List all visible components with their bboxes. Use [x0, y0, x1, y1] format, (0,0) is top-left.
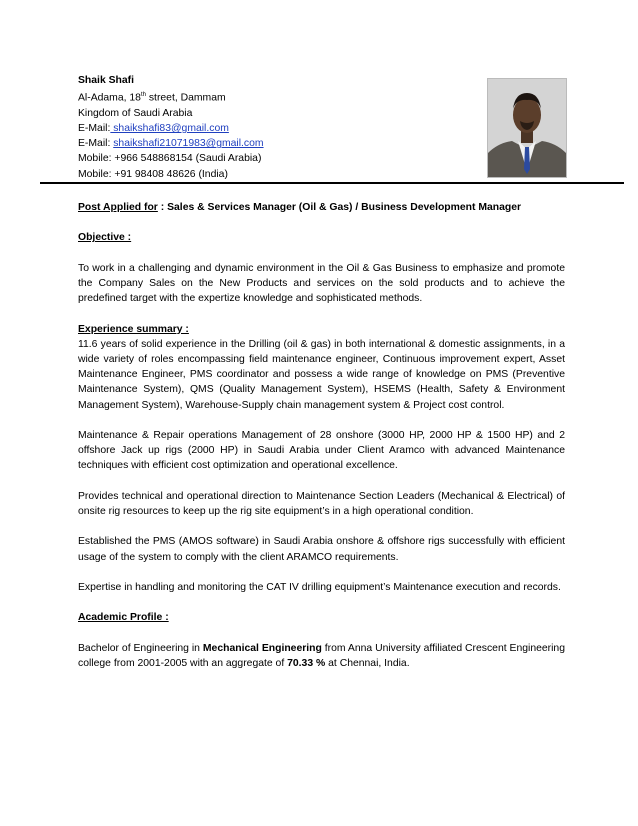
experience-paragraph-2: Maintenance & Repair operations Management of 28 onshore (3000 HP, 2000 HP & 1500 HP) and 2 offshore Jack up rigs (2000 HP) in Saudi Arabia under Client Aramco with advanced Maintenance techniques with efficient cost optimization and operational excellence. — [78, 429, 565, 472]
experience-paragraph-1: 11.6 years of solid experience in the Drilling (oil & gas) in both international & domestic assignments, in a wide variety of roles encompassing field maintenance engineer, Continuous improvement expert, Asset Maintenance Engineer, PMS coordinator and possess a wide range of knowledge on PMS (Preventive Maintenance System), QMS (Quality Management System), HSEMS (Health, Safety & Environment Management System), Warehouse-Supply chain management system & Project cost control. — [78, 338, 565, 411]
profile-photo-icon — [488, 79, 566, 177]
resume-body — [78, 200, 565, 671]
email-line-1 — [78, 121, 498, 136]
candidate-name: Shaik Shafi — [78, 75, 135, 86]
email-link-2[interactable]: shaikshafi21071983@gmail.com — [113, 138, 264, 150]
academic-mid: from Anna University affiliated Crescent Engineering college from 2001-2005 with an aggregate of — [78, 642, 565, 669]
mobile-line-2: Mobile: +91 98408 48626 (India) — [78, 168, 228, 180]
email-label-1: E-Mail: — [78, 123, 111, 135]
country-line: Kingdom of Saudi Arabia — [78, 107, 193, 119]
email-label-2: E-Mail: — [78, 138, 114, 150]
mobile-line-1: Mobile: +966 548868154 (Saudi Arabia) — [78, 153, 262, 165]
post-applied-label: Post Applied for — [78, 202, 158, 213]
objective-text: To work in a challenging and dynamic environment in the Oil & Gas Business to emphasize and promote the Company Sales on the New Products and services on the sold products and to achieve the predefined target with the expertize knowledge and sophisticated methods. — [78, 262, 565, 305]
academic-text — [78, 641, 565, 671]
address-end: street, Dammam — [145, 92, 226, 104]
post-applied-value: : Sales & Services Manager (Oil & Gas) / Business Development Manager — [157, 202, 522, 213]
profile-photo — [487, 78, 567, 178]
academic-field: Mechanical Engineering — [202, 642, 322, 654]
header-divider — [40, 182, 624, 184]
address-superscript: th — [140, 92, 146, 99]
objective-heading: Objective : — [78, 232, 132, 244]
academic-pre: Bachelor of Engineering in — [78, 642, 203, 654]
academic-heading: Academic Profile : — [78, 612, 169, 624]
experience-heading: Experience summary : — [78, 323, 189, 335]
academic-post: at Chennai, India. — [325, 657, 410, 669]
address-line — [78, 88, 498, 106]
address-start: Al-Adama, 18 — [78, 92, 141, 104]
post-applied-line — [78, 200, 565, 215]
experience-paragraph-4: Established the PMS (AMOS software) in Saudi Arabia onshore & offshore rigs successfully with efficient usage of the system to comply with the client ARAMCO requirements. — [78, 536, 565, 563]
experience-paragraph-3: Provides technical and operational direction to Maintenance Section Leaders (Mechanical & Electrical) of onsite rig resources to keep up the rig site equipment’s in a high operational condition. — [78, 490, 565, 517]
experience-paragraph-5: Expertise in handling and monitoring the CAT IV drilling equipment’s Maintenance execution and records. — [78, 581, 561, 593]
email-link-1[interactable]: shaikshafi83@gmail.com — [110, 123, 229, 135]
academic-score: 70.33 % — [287, 657, 326, 669]
contact-header — [78, 73, 498, 182]
email-line-2 — [78, 136, 498, 151]
